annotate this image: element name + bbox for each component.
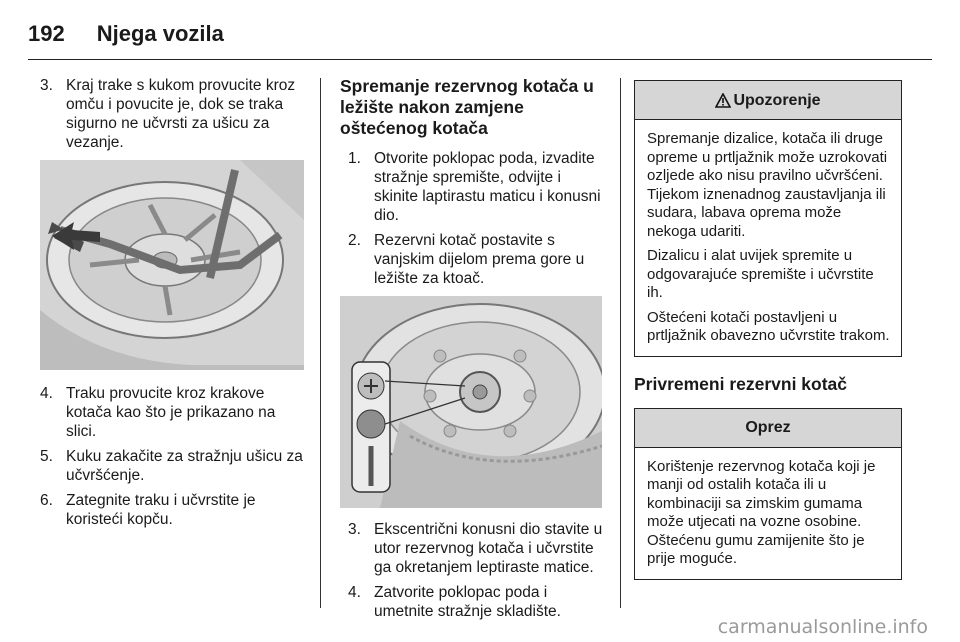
wheel-in-well-illustration bbox=[340, 296, 602, 508]
wheel-in-well-drawing bbox=[340, 296, 602, 508]
step-number: 3. bbox=[40, 77, 53, 94]
step-text: Zatvorite poklopac poda i umetnite stražnje skladište. bbox=[374, 584, 561, 620]
step-text: Rezervni kotač postavite s vanjskim dijelom prema gore u ležište za ktoač. bbox=[374, 232, 585, 287]
step-1 bbox=[348, 149, 606, 225]
step-number: 4. bbox=[40, 385, 53, 402]
step-4 bbox=[40, 384, 308, 441]
spare-wheel-strap-drawing bbox=[40, 160, 304, 370]
warning-triangle-icon bbox=[715, 93, 731, 108]
caution-header bbox=[635, 409, 901, 448]
column-2 bbox=[340, 76, 606, 627]
column-divider-2 bbox=[620, 78, 621, 608]
step-number: 3. bbox=[348, 521, 361, 538]
warning-box bbox=[634, 80, 902, 357]
column-divider-1 bbox=[320, 78, 321, 608]
step-number: 1. bbox=[348, 150, 361, 167]
column-1 bbox=[40, 76, 308, 535]
step-text: Traku provucite kroz krakove kotača kao što je prikazano na slici. bbox=[66, 385, 276, 440]
caution-box bbox=[634, 408, 902, 580]
step-3 bbox=[348, 520, 606, 577]
warning-body bbox=[635, 120, 901, 356]
section-heading-temporary-spare: Privremeni rezervni kotač bbox=[634, 373, 848, 394]
step-5 bbox=[40, 447, 308, 485]
step-text: Otvorite poklopac poda, izvadite stražnje spremište, odvijte i skinite laptirastu maticu i konusni dio. bbox=[374, 150, 601, 224]
caution-body bbox=[635, 448, 901, 579]
warning-paragraph: Oštećeni kotači postavljeni u prtljažnik obavezno učvrstite trakom. bbox=[647, 308, 890, 344]
watermark: carmanualsonline.info bbox=[717, 616, 928, 638]
step-6 bbox=[40, 491, 308, 529]
spare-wheel-strap-illustration bbox=[40, 160, 304, 370]
section-heading-storing-wheel: Spremanje rezervnog kotača u ležište nakon zamjene oštećenog kotača bbox=[340, 76, 594, 138]
step-number: 6. bbox=[40, 492, 53, 509]
step-3 bbox=[40, 76, 308, 152]
warning-paragraph: Dizalicu i alat uvijek spremite u odgovarajuće spremište i učvrstite ih. bbox=[647, 247, 874, 301]
caution-text: Korištenje rezervnog kotača koji je manji od ostalih kotača ili u kombinaciji sa zimskim gumama može utjecati na vozne osobine. Oštećenu gumu zamijenite što je prije moguće. bbox=[647, 457, 876, 567]
warning-title: Upozorenje bbox=[733, 91, 821, 109]
step-2 bbox=[348, 231, 606, 288]
page-title: Njega vozila bbox=[96, 21, 224, 46]
header-divider bbox=[28, 59, 932, 60]
step-text: Zategnite traku i učvrstite je koristeći kopču. bbox=[66, 492, 256, 528]
step-number: 4. bbox=[348, 584, 361, 601]
step-4 bbox=[348, 583, 606, 621]
page-number: 192 bbox=[28, 21, 65, 46]
warning-header bbox=[635, 81, 901, 120]
warning-paragraph: Spremanje dizalice, kotača ili druge opreme u prtljažnik može uzrokovati ozljede ako nisu pravilno učvršćeni. Tijekom iznenadnog zaustavljanja ili sudara, labava oprema može nekoga udariti. bbox=[647, 130, 888, 240]
step-text: Kuku zakačite za stražnju ušicu za učvršćenje. bbox=[66, 448, 303, 484]
step-number: 2. bbox=[348, 232, 361, 249]
step-text: Kraj trake s kukom provucite kroz omču i povucite je, dok se traka sigurno ne učvrsti za ušicu za vezanje. bbox=[66, 77, 296, 151]
step-text: Ekscentrični konusni dio stavite u utor rezervnog kotača i učvrstite ga okretanjem leptiraste matice. bbox=[374, 521, 603, 576]
step-number: 5. bbox=[40, 448, 53, 465]
page-header bbox=[28, 14, 224, 54]
column-3 bbox=[634, 76, 902, 580]
caution-title: Oprez bbox=[745, 419, 791, 436]
